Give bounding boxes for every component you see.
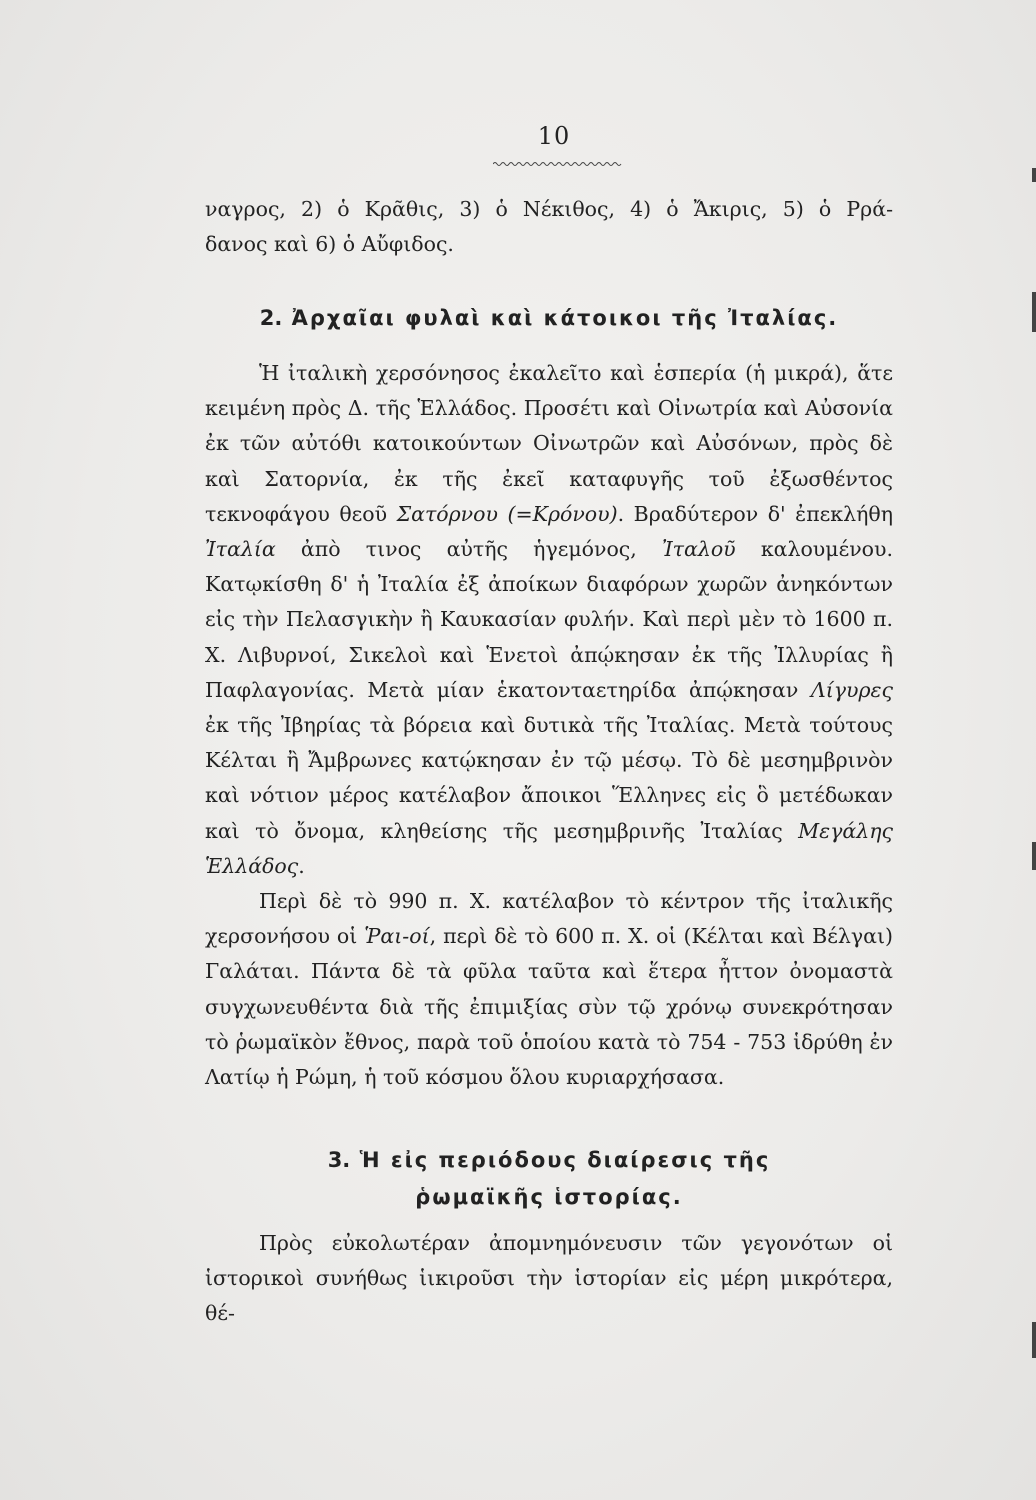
text-run: . [298, 853, 305, 878]
text-run: . Βραδύτερον δ' ἐπεκλήθη [617, 501, 893, 526]
text-run: ἐκ τῆς Ἰβηρίας τὰ βόρεια καὶ δυτικὰ τῆς Ἰταλίας. Μετὰ τούτους Κέλται ἢ Ἄμβρωνες κατῴκησαν ἐν τῷ μέσῳ. Τὸ δὲ μεσημβρινὸν καὶ νότιον μέρος κατέλαβον ἄποικοι Ἕλληνες εἰς ὃ μετέδωκαν καὶ τὸ ὄνομα, κληθείσης τῆς μεσημβρινῆς Ἰταλίας [205, 713, 893, 843]
intro-line-1: ναγρος, 2) ὁ Κρᾶθις, 3) ὁ Νέκιθος, 4) ὁ Ἄκιρις, 5) ὁ Ρρά- [205, 197, 893, 221]
section-3-title-1: Ἡ εἰς περιόδους διαίρεσις τῆς [359, 1148, 771, 1172]
wavy-rule-ornament [493, 160, 623, 168]
scan-edge-mark [1032, 168, 1036, 182]
italic-term: Λίγυρες [810, 677, 893, 702]
section-2-paragraph-2 [205, 884, 893, 1095]
section-3-heading [205, 1142, 893, 1216]
text-run: , περὶ δὲ τὸ 600 π. Χ. οἱ (Κέλται καὶ Βέλγαι) Γαλάται. Πάντα δὲ τὰ φῦλα ταῦτα καὶ ἕτερα ἦττον ὀνομαστὰ συγχωνευθέντα διὰ τῆς ἐπιμιξίας σὺν τῷ χρόνῳ συνεκρότησαν τὸ ῥωμαϊκὸν ἔθνος, παρὰ τοῦ ὁποίου κατὰ τὸ 754 - 753 ἱδρύθη ἐν Λατίῳ ἡ Ρώμη, ἡ τοῦ κόσμου ὅλου κυριαρχήσασα. [205, 924, 893, 1090]
text-run: Ἡ ἰταλικὴ χερσόνησος ἐκαλεῖτο καὶ ἑσπερία (ἡ μικρά), ἅτε κειμένη πρὸς Δ. τῆς Ἑλλάδος. Προσέτι καὶ Οἰνωτρία καὶ Αὐσονία ἐκ τῶν αὐτόθι κατοικούντων Οἰνωτρῶν καὶ Αὐσόνων, πρὸς δὲ καὶ Σατορνία, ἐκ τῆς ἐκεῖ καταφυγῆς τοῦ ἐξωσθέντος τεκνοφάγου θεοῦ [205, 361, 893, 526]
section-2-paragraph-1 [205, 356, 893, 884]
section-3-heading-line-1 [205, 1142, 893, 1179]
page-number: 10 [537, 122, 571, 150]
text-run: ἀπὸ τινος αὐτῆς ἡγεμόνος, [275, 537, 662, 562]
section-3-paragraph-1: Πρὸς εὐκολωτέραν ἀπομνημόνευσιν τῶν γεγονότων οἱ ἱστορικοὶ συνήθως ἱικιροῦσι τὴν ἱστορίαν εἰς μέρη μικρότερα, θέ- [205, 1231, 893, 1326]
text-run: Περὶ δὲ τὸ 990 π. Χ. κατέλαβον τὸ κέντρον τῆς ἰταλικῆς χερσονήσου οἱ [205, 889, 893, 949]
italic-term: Μεγάλης Ἑλλάδος [205, 818, 893, 878]
text-run: καλουμένου. Κατῳκίσθη δ' ἡ Ἰταλία ἐξ ἀποίκων διαφόρων χωρῶν ἀνηκόντων εἰς τὴν Πελασγικὴν ἢ Καυκασίαν φυλήν. Καὶ περὶ μὲν τὸ 1600 π. Χ. Λιβυρνοί, Σικελοὶ καὶ Ἑνετοὶ ἀπῴκησαν ἐκ τῆς Ἰλλυρίας ἢ Παφλαγονίας. Μετὰ μίαν ἑκατονταετηρίδα ἀπῴκησαν [205, 537, 893, 702]
italic-term: Ἰταλοῦ [661, 537, 736, 562]
section-2-title: Ἀρχαῖαι φυλαὶ καὶ κάτοικοι τῆς Ἰταλίας. [291, 306, 839, 330]
section-3-title-2: ῥωμαϊκῆς ἱστορίας. [415, 1185, 683, 1209]
italic-term: Ῥαι-οί [364, 924, 430, 949]
section-3-number: 3. [327, 1148, 351, 1172]
scan-edge-mark [1032, 1322, 1036, 1358]
italic-term: Ἰταλία [205, 537, 276, 562]
section-3-body [205, 1226, 893, 1332]
scan-edge-mark [1032, 292, 1036, 332]
scan-edge-mark [1032, 842, 1036, 870]
intro-line-2: δανος καὶ 6) ὁ Αὔφιδος. [205, 232, 454, 257]
section-2-number: 2. [259, 306, 283, 330]
section-2-body [205, 356, 893, 1095]
intro-text [205, 192, 893, 262]
italic-term: Σατόρνου (=Κρόνου) [396, 501, 618, 526]
section-2-heading [205, 300, 893, 337]
